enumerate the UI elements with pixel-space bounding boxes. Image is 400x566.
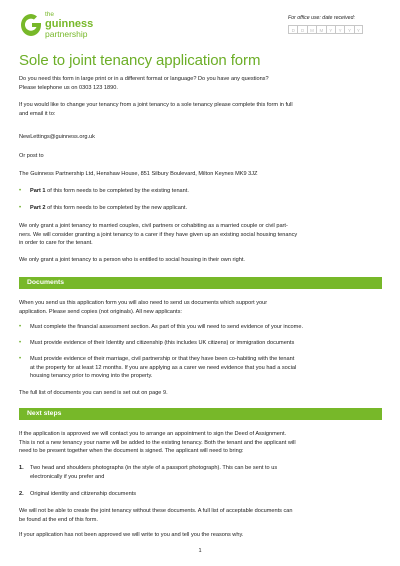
numbered-item: 1. Two head and shoulders photographs (in the style of a passport photograph). This can be sent to us: [19, 465, 278, 471]
document-bullet: • Must complete the financial assessment section. As part of this you will need to send evidence of your income.: [19, 324, 303, 330]
bullet-icon: •: [19, 340, 22, 346]
part-1-item: [19, 187, 381, 196]
next-steps-text: need to be present together when the document is signed. The applicant will need to bring:: [19, 448, 244, 454]
documents-intro: When you send us this application form you will also need to send us documents which support your: [19, 300, 268, 306]
next-steps-text: We will not be able to create the joint tenancy without these documents. A full list of acceptable documents can: [19, 508, 293, 514]
document-bullet-text: at the property for at least 12 months. If you are applying as a carer we need evidence that you had a social: [30, 364, 297, 371]
date-box[interactable]: Y: [326, 25, 335, 34]
date-received-boxes: [288, 25, 382, 34]
date-box[interactable]: Y: [344, 25, 353, 34]
guinness-g-icon: [20, 13, 42, 37]
eligibility-text: ners. We will consider granting a joint tenancy to a carer if they have given up an existing social housing tenancy: [19, 231, 298, 238]
numbered-item: 2. Original identity and citizenship documents: [19, 491, 137, 497]
part-2-item: [19, 204, 381, 213]
or-post-text: Or post to: [19, 152, 44, 159]
next-steps-text: be found at the end of this form.: [19, 516, 98, 523]
change-text: If you would like to change your tenancy from a joint tenancy to a sole tenancy please complete this form in full: [19, 102, 293, 108]
intro-text: Please telephone us on 0303 123 1890.: [19, 84, 118, 91]
page-number: 1: [198, 548, 202, 554]
logo-the: the: [45, 11, 55, 18]
date-box[interactable]: M: [307, 25, 316, 34]
bullet-icon: •: [19, 188, 22, 194]
intro-text: Do you need this form in large print or in a different format or language? Do you have any questions?: [19, 76, 269, 82]
logo-wordmark: [45, 12, 93, 38]
guinness-logo: [20, 12, 93, 38]
document-bullet-text: housing tenancy prior to moving into the property.: [30, 373, 153, 379]
next-steps-text: This is not a new tenancy your name will be added to the existing tenancy. Both the tenant and the applicant will: [19, 439, 296, 446]
email-link[interactable]: NewLettings@guinness.org.uk: [19, 134, 95, 140]
date-box[interactable]: D: [297, 25, 306, 34]
next-steps-text: If your application has not been approved we will write to you and tell you the reasons why.: [19, 532, 244, 538]
bullet-icon: •: [19, 205, 22, 211]
next-steps-heading: Next steps: [19, 408, 382, 420]
document-bullet: • Must provide evidence of their Identity and citizenship (this includes UK citizens) or immigration documents: [19, 340, 295, 346]
bullet-icon: •: [19, 324, 22, 330]
date-box[interactable]: Y: [354, 25, 363, 34]
logo-sub: partnership: [45, 28, 88, 39]
entitled-text: We only grant a joint tenancy to a person who is entitled to social housing in their own right.: [19, 257, 245, 263]
part-text: Part 1 of this form needs to be completed by the existing tenant.: [30, 188, 189, 194]
numbered-item-text: electronically if you prefer and: [30, 473, 105, 480]
eligibility-text: in order to care for the tenant.: [19, 240, 93, 246]
eligibility-text: We only grant a joint tenancy to married couples, civil partners or cohabiting as a married couple or civil part-: [19, 223, 288, 229]
office-use-label: For office use: date received:: [288, 15, 355, 21]
office-use-panel: [288, 15, 382, 34]
date-box[interactable]: M: [316, 25, 325, 34]
date-box[interactable]: D: [288, 25, 297, 34]
full-list-text: The full list of documents you can send is set out on page 9.: [19, 390, 168, 396]
document-bullet: • Must provide evidence of their marriage, civil partnership or that they have been co-habiting with the tenant: [19, 356, 295, 362]
next-steps-text: If the application is approved we will contact you to arrange an appointment to sign the Deed of Assignment.: [19, 431, 287, 437]
change-text: and email it to:: [19, 110, 56, 117]
postal-address: The Guinness Partnership Ltd, Henshaw House, 851 Silbury Boulevard, Milton Keynes MK9 3JZ: [19, 171, 258, 177]
bullet-icon: •: [19, 356, 22, 362]
documents-heading: Documents: [19, 277, 382, 289]
documents-intro: application. Please send copies (not originals). All new applicants:: [19, 308, 182, 315]
part-text: Part 2 of this form needs to be completed by the new applicant.: [30, 205, 188, 211]
logo-name: guinness: [45, 17, 94, 30]
page-title: Sole to joint tenancy application form: [19, 52, 261, 69]
date-box[interactable]: Y: [335, 25, 344, 34]
